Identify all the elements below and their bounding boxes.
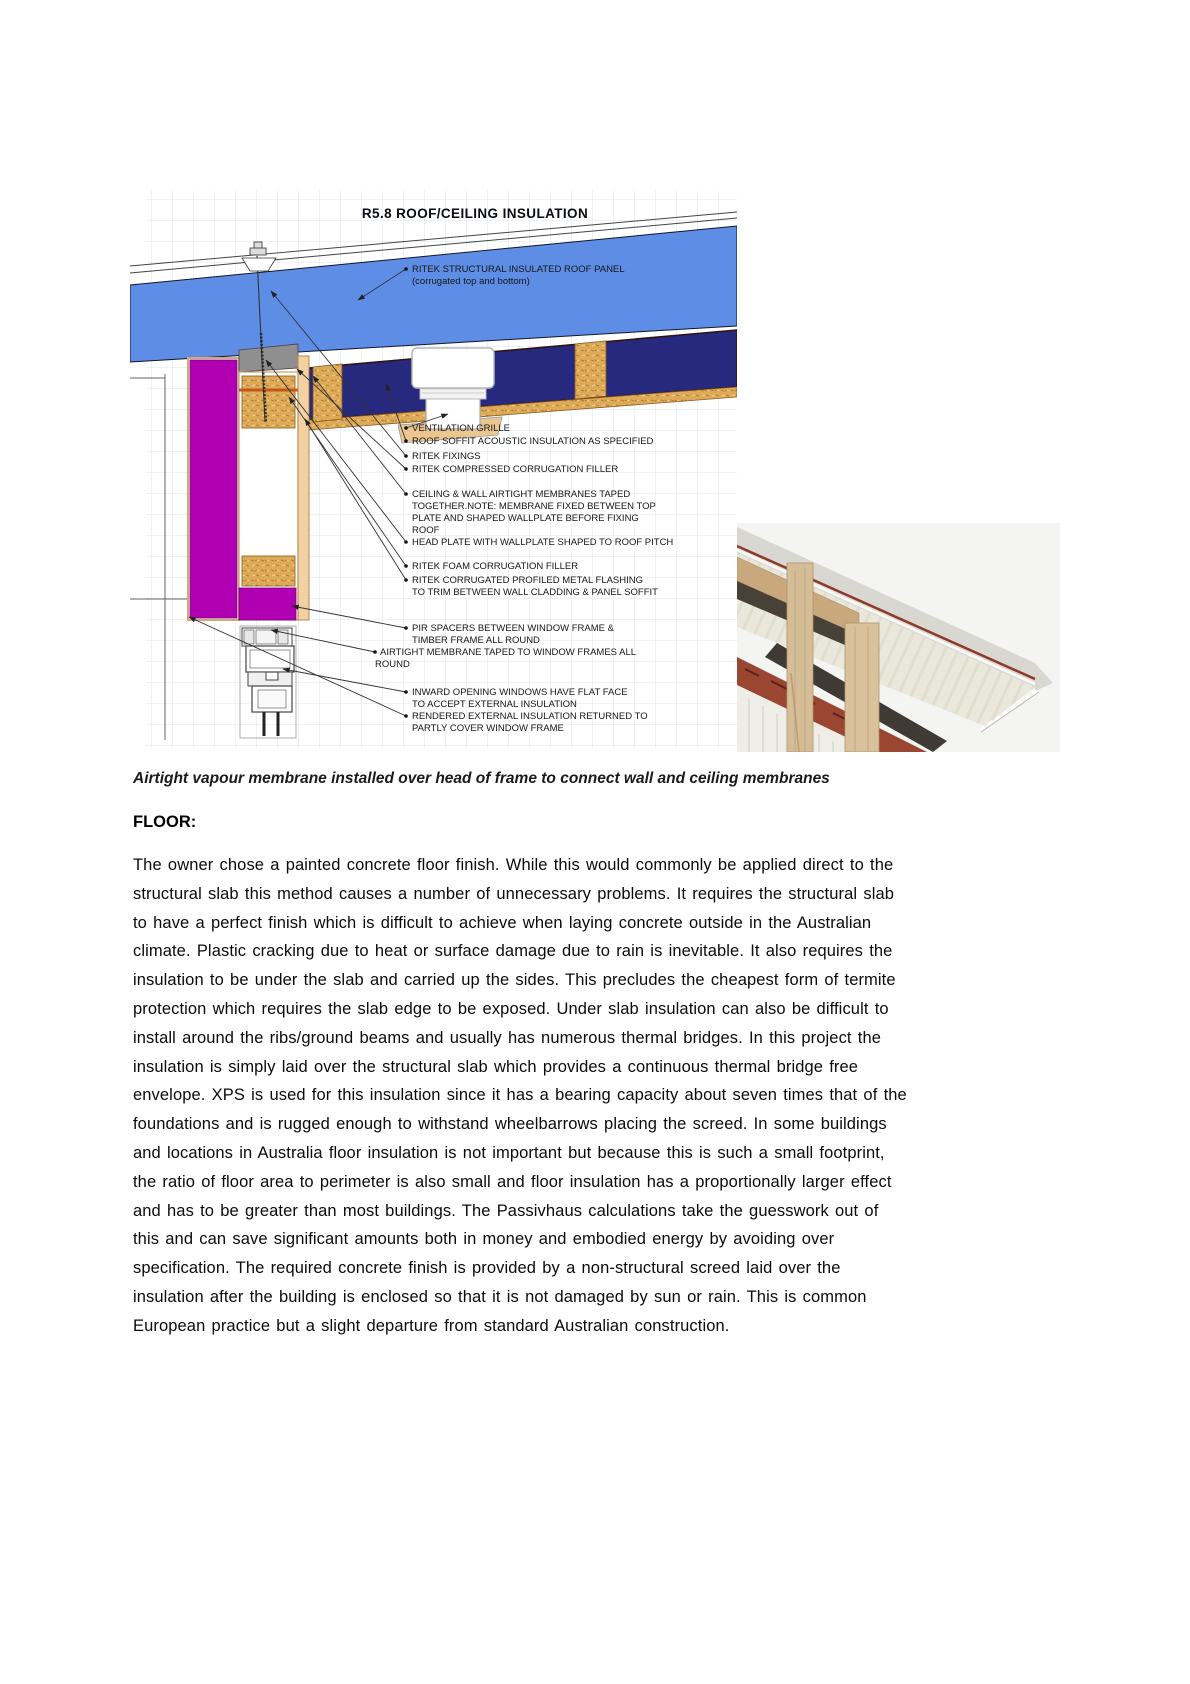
flashing-insulation-return <box>239 588 296 620</box>
timber-stud <box>845 623 879 752</box>
callout-text: PIR SPACERS BETWEEN WINDOW FRAME & <box>412 623 614 634</box>
callout-text: TO TRIM BETWEEN WALL CLADDING & PANEL SOFFIT <box>412 587 658 598</box>
floor-paragraph: The owner chose a painted concrete floor finish. While this would commonly be applied direct to the structural slab this method causes a number of unnecessary problems. It requires the structural slab to have a perfect finish which is difficult to achieve when laying concrete outside in the Australian climate. Plastic cracking due to heat or surface damage due to rain is inevitable. It also requires the insulation to be under the slab and carried up the sides. This precludes the cheapest form of termite protection which requires the slab edge to be exposed. Under slab insulation can also be difficult to install around the ribs/ground beams and usually has numerous thermal bridges. In this project the insulation is simply laid over the structural slab which provides a continuous thermal bridge free envelope. XPS is used for this insulation since it has a bearing capacity about seven times that of the foundations and is rugged enough to withstand wheelbarrows placing the screed. In some buildings and locations in Australia floor insulation is not important but because this is such a small footprint, the ratio of floor area to perimeter is also small and floor insulation has a proportionally larger effect and has to be greater than most buildings. The Passivhaus calculations take the guesswork out of this and can save significant amounts both in money and embodied energy by avoiding over specification. The required concrete finish is provided by a non-structural screed laid over the insulation after the building is enclosed so that it is not damaged by sun or rain. This is common European practice but a slight departure from standard Australian construction. <box>133 856 907 1335</box>
callout-bullet <box>373 650 377 654</box>
callout-text: RITEK STRUCTURAL INSULATED ROOF PANEL <box>412 264 625 275</box>
callout-text: ROOF <box>412 525 440 536</box>
callout-bullet <box>404 267 408 271</box>
callout-text: (corrugated top and bottom) <box>412 276 530 287</box>
callout-text: RITEK COMPRESSED CORRUGATION FILLER <box>412 464 619 475</box>
construction-photo <box>737 523 1060 752</box>
diagram-title: R5.8 ROOF/CEILING INSULATION <box>361 206 589 221</box>
callout-text: ROUND <box>375 659 410 670</box>
lining-strip <box>298 356 309 620</box>
callout-text: AIRTIGHT MEMBRANE TAPED TO WINDOW FRAMES ALL <box>380 647 637 658</box>
callout-bullet <box>404 578 408 582</box>
callout-text: TO ACCEPT EXTERNAL INSULATION <box>412 699 577 710</box>
figure-caption: Airtight vapour membrane installed over head of frame to connect wall and ceiling membranes <box>133 770 830 787</box>
callout-text: PLATE AND SHAPED WALLPLATE BEFORE FIXING <box>412 513 639 524</box>
callout-bullet <box>404 564 408 568</box>
callout-bullet <box>404 439 408 443</box>
callout-bullet <box>404 540 408 544</box>
callout-text: PARTLY COVER WINDOW FRAME <box>412 723 564 734</box>
callout-bullet <box>404 467 408 471</box>
callout-text: VENTILATION GRILLE <box>412 423 511 434</box>
callout-text: RITEK FOAM CORRUGATION FILLER <box>412 561 579 572</box>
callout-bullet <box>404 492 408 496</box>
callout-bullet <box>404 626 408 630</box>
callout-text: TIMBER FRAME ALL ROUND <box>412 635 540 646</box>
callout-text: CEILING & WALL AIRTIGHT MEMBRANES TAPED <box>412 489 631 500</box>
floor-heading: FLOOR: <box>133 813 197 831</box>
callout-bullet <box>404 714 408 718</box>
callout-text: INWARD OPENING WINDOWS HAVE FLAT FACE <box>412 687 628 698</box>
callout-text: RENDERED EXTERNAL INSULATION RETURNED TO <box>412 711 648 722</box>
roof-ceiling-insulation-diagram <box>130 178 737 750</box>
callout-bullet <box>404 454 408 458</box>
osb-spacer-block <box>575 341 606 399</box>
callout-bullet <box>404 690 408 694</box>
callout-bullet <box>404 426 408 430</box>
callout-text: TOGETHER.NOTE: MEMBRANE FIXED BETWEEN TOP <box>412 501 656 512</box>
callout-text: RITEK FIXINGS <box>412 451 481 462</box>
callout-text: RITEK CORRUGATED PROFILED METAL FLASHING <box>412 575 644 586</box>
timber-stud <box>787 563 813 752</box>
callout-text: HEAD PLATE WITH WALLPLATE SHAPED TO ROOF PITCH <box>412 537 674 548</box>
callout-text: ROOF SOFFIT ACOUSTIC INSULATION AS SPECIFIED <box>412 436 654 447</box>
